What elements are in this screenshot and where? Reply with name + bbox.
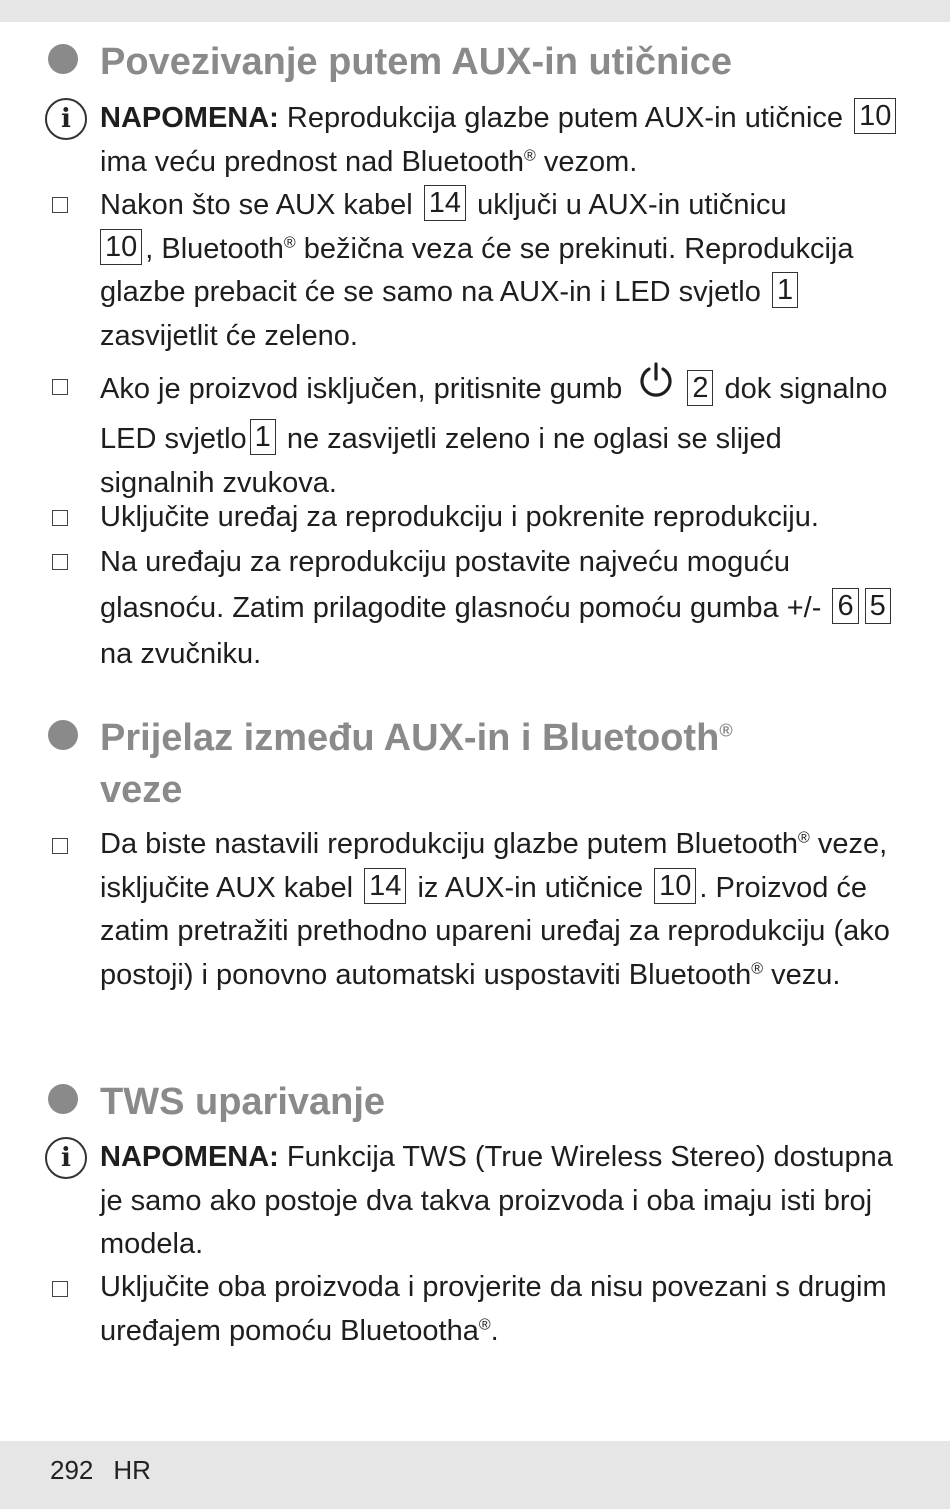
section-bullet-icon: [48, 44, 78, 74]
ref-badge: 14: [364, 868, 406, 904]
step-text: iz AUX-in utičnice: [409, 871, 652, 904]
section-title-line: veze: [100, 769, 183, 811]
step-text: bežična veza će se prekinuti. Reprodukcija glazbe prebacit će se samo na AUX-in i LED svjetlo: [100, 232, 854, 308]
top-strip: [0, 0, 950, 22]
registered-mark: ®: [524, 146, 536, 164]
step-start-playback: [100, 496, 900, 540]
registered-mark: ®: [478, 1315, 491, 1333]
note-tws: [100, 1136, 900, 1267]
section-heading-tws: [48, 1076, 385, 1128]
step-text: veze, isključite AUX kabel: [100, 828, 888, 904]
step-checkbox-icon: [52, 838, 68, 854]
step-text: Nakon što se AUX kabel: [100, 189, 421, 221]
page-footer: [50, 1455, 151, 1486]
ref-badge: 5: [865, 588, 891, 624]
note-text: vezom.: [535, 145, 638, 178]
section-bullet-icon: [48, 720, 78, 750]
step-power-on: [100, 364, 900, 505]
note-text: Funkcija TWS (True Wireless Stereo) dostupna je samo ako postoje dva takva proizvoda i oba imaju isti broj modela.: [100, 1141, 893, 1260]
step-checkbox-icon: [52, 554, 68, 570]
step-text: zasvijetlit će zeleno.: [100, 319, 358, 352]
step-text: Uključite uređaj za reprodukciju i pokrenite reprodukciju.: [100, 501, 819, 533]
ref-badge: 14: [424, 185, 466, 221]
info-icon: i: [45, 98, 87, 140]
registered-mark: ®: [751, 959, 764, 977]
step-text: ne zasvijetli zeleno i ne oglasi se slijed signalnih zvukova.: [100, 423, 782, 499]
step-text: na zvučniku.: [100, 638, 262, 670]
step-text: , Bluetooth: [145, 232, 284, 265]
ref-badge: 2: [687, 370, 713, 406]
step-aux-connect: [100, 184, 900, 358]
step-volume: [100, 539, 900, 677]
registered-mark: ®: [283, 233, 296, 251]
step-text: . Proizvod će zatim pretražiti prethodno upareni uređaj za reprodukciju (ako postoji) i ponovno automatski uspostaviti Bluetooth: [100, 871, 890, 991]
section-title-line: Prijelaz između AUX-in i Bluetooth: [100, 717, 720, 759]
step-text: Ako je proizvod isključen, pritisnite gumb: [100, 373, 631, 406]
section-bullet-icon: [48, 1084, 78, 1114]
note-label: NAPOMENA:: [100, 1141, 279, 1173]
ref-badge: 10: [654, 868, 696, 904]
step-bluetooth-resume: [100, 823, 900, 997]
page-number: 292: [50, 1455, 94, 1485]
language-code: HR: [113, 1455, 151, 1485]
registered-mark: ®: [798, 829, 810, 847]
info-icon: i: [45, 1137, 87, 1179]
step-text: .: [490, 1314, 499, 1347]
ref-badge: 10: [854, 98, 896, 134]
step-checkbox-icon: [52, 1281, 68, 1297]
note-text: Reprodukcija glazbe putem AUX-in utičnice: [278, 102, 852, 134]
step-checkbox-icon: [52, 379, 68, 395]
ref-badge: 6: [832, 588, 858, 624]
ref-badge: 10: [100, 229, 142, 265]
step-text: Uključite oba proizvoda i provjerite da nisu povezani s drugim uređajem pomoću Bluetootha: [100, 1271, 887, 1347]
note-label: NAPOMENA:: [100, 102, 279, 134]
registered-mark: ®: [719, 720, 733, 741]
step-tws-power: [100, 1266, 900, 1353]
note-aux-priority: [100, 97, 900, 184]
section-heading-aux: [48, 36, 732, 88]
step-text: vezu.: [763, 958, 841, 991]
ref-badge: 1: [250, 419, 276, 455]
section-heading-switch: [48, 712, 733, 816]
power-icon: [636, 360, 676, 413]
section-title: Povezivanje putem AUX-in utičnice: [100, 41, 733, 83]
section-title: TWS uparivanje: [100, 1081, 386, 1123]
section-title: [100, 712, 733, 816]
step-checkbox-icon: [52, 197, 68, 213]
ref-badge: 1: [772, 272, 798, 308]
step-text: Na uređaju za reprodukciju postavite najveću moguću glasnoću. Zatim prilagodite glasnoću pomoću gumba +/-: [100, 546, 830, 624]
step-text: Da biste nastavili reprodukciju glazbe putem Bluetooth: [100, 828, 799, 860]
note-text: ima veću prednost nad Bluetooth: [100, 145, 524, 178]
step-checkbox-icon: [52, 510, 68, 526]
step-text: dok signalno LED svjetlo: [100, 373, 888, 455]
step-text: uključi u AUX-in utičnicu: [469, 189, 787, 221]
